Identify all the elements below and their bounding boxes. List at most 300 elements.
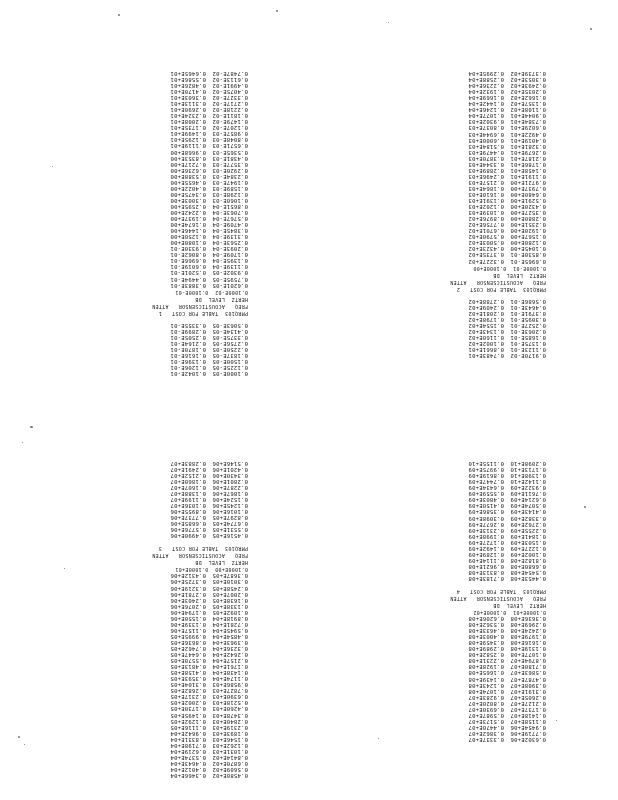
table-row [128, 520, 248, 526]
table-row [128, 264, 248, 270]
value-cell: 0.5003E+02 [468, 239, 504, 246]
table-row [426, 460, 546, 466]
value-cell: 0.4260E+03 [212, 705, 248, 712]
value-cell: 0.2920E-03 [212, 166, 248, 173]
value-cell: 0.2409E+02 [468, 303, 504, 310]
value-cell: 0.1727E+09 [468, 538, 504, 545]
scan-speck [64, 568, 65, 569]
value-cell: 0.2642E+04 [212, 651, 248, 658]
value-cell: 0.6685E+06 [170, 520, 206, 527]
table-row [128, 239, 248, 245]
value-cell: 0.5184E+03 [468, 142, 504, 149]
value-cell: 0.2690E+01 [170, 106, 206, 113]
scan-speck [18, 736, 20, 738]
value-cell: 0.1794E+06 [170, 608, 206, 615]
printout-block-4 [426, 460, 546, 742]
value-cell: 0.8037E+03 [468, 124, 504, 131]
value-cell: 0.2889E+03 [468, 166, 504, 173]
table-row [128, 712, 248, 718]
value-cell: 0.1002E+09 [510, 550, 546, 557]
value-cell: 0.3003E+00 [170, 197, 206, 204]
value-cell: 0.1798E+02 [468, 315, 504, 322]
table-row [128, 508, 248, 514]
table-row [426, 82, 546, 88]
value-cell: 0.4990E+06 [170, 532, 206, 539]
table-row [128, 106, 248, 112]
unit-heading: HERTZ LEVEL DB [493, 601, 546, 608]
table-row [426, 130, 546, 136]
table-row [426, 304, 546, 310]
value-cell: 0.1669E+04 [468, 94, 504, 101]
table-row [128, 137, 248, 143]
value-cell: 0.1495E+05 [170, 711, 206, 718]
table-row [128, 167, 248, 173]
value-cell: 0.1870E-01 [170, 345, 206, 352]
value-cell: 0.6870E+02 [212, 760, 248, 767]
table-row [128, 724, 248, 730]
value-cell: 0.1418E+07 [510, 711, 546, 718]
value-cell: 0.3883E-01 [170, 281, 206, 288]
table-row [128, 270, 248, 276]
value-cell: 0.2781E+06 [170, 590, 206, 597]
table-row [128, 233, 248, 239]
scan-speck [52, 166, 53, 167]
table-row [426, 143, 546, 149]
table-row [426, 185, 546, 191]
table-row [128, 700, 248, 706]
value-cell: 0.1036E+07 [170, 502, 206, 509]
value-cell: 0.1243E+08 [468, 681, 504, 688]
value-cell: 0.7281E+04 [212, 621, 248, 628]
value-cell: 0.4580E+02 [212, 772, 248, 779]
value-cell: 0.4012E+04 [170, 766, 206, 773]
value-cell: 0.4494E-01 [170, 275, 206, 282]
value-cell: 0.2505E-01 [170, 333, 206, 340]
table-row [128, 694, 248, 700]
value-cell: 0.2098E+10 [510, 460, 546, 467]
value-cell: 0.1123E-01 [510, 345, 546, 352]
value-cell: 0.2756E-05 [212, 339, 248, 346]
scan-speck [276, 10, 278, 12]
table-row [128, 149, 248, 155]
value-cell: 0.3459E+08 [468, 639, 504, 646]
value-cell: 0.6302E+06 [510, 735, 546, 742]
value-cell: 0.1031E+03 [212, 748, 248, 755]
value-cell: 0.3139E-04 [212, 233, 248, 240]
value-cell: 0.2384E-03 [212, 172, 248, 179]
table-row [128, 215, 248, 221]
table-row [128, 340, 248, 346]
value-cell: 0.6447E+05 [170, 651, 206, 658]
value-cell: 0.6680E+08 [510, 562, 546, 569]
scan-speck [378, 738, 379, 739]
data-rows [426, 70, 546, 264]
table-row [426, 575, 546, 581]
table-row [426, 551, 546, 557]
value-cell: 0.3327E-02 [212, 94, 248, 101]
value-cell: 0.6000E+03 [468, 136, 504, 143]
scan-speck [584, 506, 586, 508]
table-row [128, 597, 248, 603]
value-cell: 0.1114E+09 [468, 556, 504, 563]
value-cell: 0.3725E+06 [170, 578, 206, 585]
value-cell: 0.7217E+00 [170, 160, 206, 167]
value-cell: 0.7462E+05 [170, 645, 206, 652]
value-cell: 0.6236E+00 [170, 166, 206, 173]
value-cell: 0.1077E+04 [468, 112, 504, 119]
table-row [128, 112, 248, 118]
value-cell: 0.1074E+08 [468, 687, 504, 694]
value-cell: 0.3375E-05 [212, 333, 248, 340]
table-row [426, 669, 546, 675]
value-cell: 0.7595E-05 [212, 275, 248, 282]
value-cell: 0.5776E+06 [170, 526, 206, 533]
rows-before [426, 298, 546, 358]
value-cell: 0.2496E+03 [468, 172, 504, 179]
table-title: PMRQ103 TABLE FOR COST 4 [456, 587, 546, 594]
table-row [426, 70, 546, 76]
table-row [426, 502, 546, 508]
value-cell: 0.5074E+09 [510, 502, 546, 509]
value-cell: 0.1998E+09 [468, 532, 504, 539]
table-row [426, 203, 546, 209]
value-cell: 0.1737E+07 [510, 705, 546, 712]
value-cell: 0.8619E+09 [468, 472, 504, 479]
value-cell: 0.2076E+06 [170, 602, 206, 609]
value-cell: 0.1610E+03 [468, 190, 504, 197]
value-cell: 0.5559E+09 [468, 490, 504, 497]
unit-heading: HERTZ LEVEL DB [493, 271, 546, 278]
table-title: PMRQ103 TABLE FOR COST 3 [158, 545, 248, 552]
table-row [128, 573, 248, 579]
value-cell: 0.4643E+04 [170, 760, 206, 767]
value-cell: 0.7719E+06 [510, 729, 546, 736]
value-cell: 0.2582E+08 [468, 651, 504, 658]
table-row [426, 209, 546, 215]
value-cell: 0.5863E+07 [510, 669, 546, 676]
value-cell: 0.1295E+01 [170, 136, 206, 143]
value-cell: 0.2677E+09 [468, 520, 504, 527]
value-cell: 0.3845E-04 [212, 227, 248, 234]
table-row [128, 754, 248, 760]
column-heading: FREQ ACOUSTICSENSOR ATTEN [450, 278, 546, 285]
table-row [128, 514, 248, 520]
value-cell: 0.2403E+06 [170, 596, 206, 603]
value-cell: 0.7937E+00 [510, 184, 546, 191]
table-row [426, 527, 546, 533]
table-row [426, 227, 546, 233]
value-cell: 0.3355E-01 [170, 321, 206, 328]
value-cell: 0.1662E+02 [510, 94, 546, 101]
value-cell: 0.2063E-01 [510, 327, 546, 334]
value-cell: 0.2682E+05 [170, 687, 206, 694]
value-cell: 0.1438E+04 [212, 669, 248, 676]
value-cell: 0.4516E+05 [212, 532, 248, 539]
value-cell: 0.1225E-05 [212, 364, 248, 371]
value-cell: 0.1398E+10 [510, 472, 546, 479]
value-cell: 0.4453E+08 [510, 574, 546, 581]
table-row [128, 328, 248, 334]
value-cell: 0.2493E+02 [510, 82, 546, 89]
table-row [426, 346, 546, 352]
value-cell: 0.1730E+05 [170, 705, 206, 712]
value-cell: 0.4470E+07 [468, 723, 504, 730]
table-row [128, 591, 248, 597]
value-cell: 0.2801E+06 [212, 478, 248, 485]
value-cell: 0.6206E+08 [468, 614, 504, 621]
value-cell: 0.1786E+01 [510, 160, 546, 167]
value-cell: 0.1713E+10 [510, 466, 546, 473]
value-cell: 0.8651E-04 [212, 203, 248, 210]
table-row [128, 527, 248, 533]
table-row [426, 545, 546, 551]
value-cell: 0.7180E+07 [510, 663, 546, 670]
value-cell: 0.5531E+05 [212, 526, 248, 533]
value-cell: 0.4479E+03 [468, 148, 504, 155]
value-cell: 0.9302E-05 [212, 269, 248, 276]
value-cell: 0.3095E-01 [510, 315, 546, 322]
value-cell: 0.1616E+08 [510, 639, 546, 646]
table-row [128, 282, 248, 288]
table-row [128, 748, 248, 754]
value-cell: 0.1607E+07 [170, 484, 206, 491]
value-cell: 0.1158E+07 [510, 717, 546, 724]
value-cell: 0.2287E+06 [212, 484, 248, 491]
table-row [128, 352, 248, 358]
table-row [128, 478, 248, 484]
table-row [426, 694, 546, 700]
table-row [426, 197, 546, 203]
value-cell: 0.3219E+06 [170, 584, 206, 591]
value-cell: 0.4922E+01 [510, 130, 546, 137]
value-cell: 0.5365E-03 [212, 148, 248, 155]
value-cell: 0.1841E+09 [510, 532, 546, 539]
value-cell: 0.3593E+05 [170, 675, 206, 682]
value-cell: 0.2324E+01 [170, 112, 206, 119]
scan-speck [556, 720, 557, 721]
value-cell: 0.9454E+06 [510, 723, 546, 730]
value-cell: 0.2317E+05 [170, 693, 206, 700]
table-row [426, 100, 546, 106]
value-cell: 0.1391E+03 [468, 197, 504, 204]
value-cell: 0.1077E+08 [510, 651, 546, 658]
value-cell: 0.1616E-01 [170, 351, 206, 358]
value-cell: 0.5570E+05 [170, 657, 206, 664]
table-row [128, 490, 248, 496]
table-row [128, 322, 248, 328]
value-cell: 0.2007E+05 [212, 590, 248, 597]
table-row [426, 724, 546, 730]
table-row [426, 569, 546, 575]
table-row [426, 700, 546, 706]
table-row [128, 334, 248, 340]
table-row [128, 209, 248, 215]
printout-block-2 [426, 70, 546, 358]
value-cell: 0.2255E+09 [510, 526, 546, 533]
value-cell: 0.4787E+07 [510, 675, 546, 682]
table-row [426, 245, 546, 251]
value-cell: 0.8182E+08 [510, 556, 546, 563]
table-row [426, 663, 546, 669]
value-cell: 0.2218E-02 [212, 106, 248, 113]
value-cell: 0.4813E+05 [170, 663, 206, 670]
table-row [426, 233, 546, 239]
table-row [426, 645, 546, 651]
table-row [426, 657, 546, 663]
table-row [128, 221, 248, 227]
table-row [426, 508, 546, 514]
value-cell: 0.4201E+06 [212, 466, 248, 473]
value-cell: 0.8794E+07 [510, 657, 546, 664]
table-row [128, 185, 248, 191]
table-row [426, 316, 546, 322]
value-cell: 0.2458E+05 [212, 584, 248, 591]
value-cell: 0.1157E+06 [170, 627, 206, 634]
value-cell: 0.1139E-04 [212, 263, 248, 270]
table-row [128, 496, 248, 502]
table-row [426, 334, 546, 340]
table-row [128, 94, 248, 100]
table-row [128, 663, 248, 669]
table-row [128, 191, 248, 197]
value-cell: 0.1479E-02 [212, 118, 248, 125]
value-cell: 0.4075E-02 [212, 88, 248, 95]
range-line: 0.1000E+01 0.1000E+02 [473, 608, 546, 615]
value-cell: 0.3586E+09 [468, 508, 504, 515]
value-cell: 0.8353E+00 [170, 154, 206, 161]
value-cell: 0.9621E+08 [468, 562, 504, 569]
range-line: 0.1000E+00 0.1000E+01 [175, 566, 248, 573]
value-cell: 0.1174E+04 [212, 675, 248, 682]
column-heading: FREQ ACOUSTICSENSOR ATTEN [152, 302, 248, 309]
value-cell: 0.1092E+05 [212, 608, 248, 615]
table-row [426, 496, 546, 502]
table-row [128, 70, 248, 76]
value-cell: 0.2157E+04 [212, 657, 248, 664]
value-cell: 0.4312E+06 [170, 572, 206, 579]
value-cell: 0.4019E+01 [510, 136, 546, 143]
value-cell: 0.1002E+02 [468, 339, 504, 346]
value-cell: 0.1262E+03 [212, 741, 248, 748]
value-cell: 0.2127E+07 [510, 699, 546, 706]
table-row [128, 627, 248, 633]
value-cell: 0.1554E+02 [468, 321, 504, 328]
value-cell: 0.8020E+07 [468, 699, 504, 706]
value-cell: 0.7447E+09 [468, 478, 504, 485]
value-cell: 0.5454E+08 [510, 568, 546, 575]
value-cell: 0.1500E-05 [212, 358, 248, 365]
value-cell: 0.1811E-02 [212, 112, 248, 119]
value-cell: 0.6480E+00 [510, 190, 546, 197]
value-cell: 0.1928E+08 [468, 663, 504, 670]
value-cell: 0.3236E+04 [212, 645, 248, 652]
value-cell: 0.8297E+05 [212, 514, 248, 521]
value-cell: 0.2762E+09 [510, 520, 546, 527]
table-row [128, 579, 248, 585]
table-row [426, 149, 546, 155]
value-cell: 0.3862E+07 [468, 729, 504, 736]
value-cell: 0.5146E+06 [212, 460, 248, 467]
value-cell: 0.4170E+01 [170, 88, 206, 95]
value-cell: 0.1202E+03 [468, 203, 504, 210]
value-cell: 0.1589E-03 [212, 184, 248, 191]
value-cell: 0.1343E+02 [468, 327, 504, 334]
value-cell: 0.3344E+03 [468, 160, 504, 167]
value-cell: 0.6965E-01 [510, 257, 546, 264]
value-cell: 0.1735E+01 [170, 124, 206, 131]
value-cell: 0.1638E+05 [212, 596, 248, 603]
value-cell: 0.2081E+02 [468, 309, 504, 316]
value-cell: 0.5374E+04 [170, 754, 206, 761]
value-cell: 0.3963E+04 [212, 639, 248, 646]
value-cell: 0.1016E+06 [212, 508, 248, 515]
table-row [128, 484, 248, 490]
value-cell: 0.8331E+04 [170, 735, 206, 742]
table-row [426, 137, 546, 143]
table-row [426, 478, 546, 484]
table-row [426, 298, 546, 304]
data-rows [426, 615, 546, 742]
value-cell: 0.9302E+03 [468, 118, 504, 125]
value-cell: 0.1674E+00 [170, 221, 206, 228]
value-cell: 0.3870E+03 [468, 154, 504, 161]
value-cell: 0.1860E+07 [170, 478, 206, 485]
table-row [128, 466, 248, 472]
table-row [128, 227, 248, 233]
table-row [426, 639, 546, 645]
value-cell: 0.2883E+07 [170, 460, 206, 467]
value-cell: 0.3010E+05 [212, 578, 248, 585]
table-row [128, 364, 248, 370]
table-row [426, 627, 546, 633]
value-cell: 0.2313E+09 [468, 526, 504, 533]
table-row [128, 76, 248, 82]
value-cell: 0.5218E+03 [212, 699, 248, 706]
value-cell: 0.1396E-01 [170, 358, 206, 365]
value-cell: 0.1042E-01 [170, 370, 206, 377]
scan-speck [30, 426, 33, 428]
scan-speck [118, 14, 120, 16]
value-cell: 0.7756E+02 [468, 221, 504, 228]
value-cell: 0.8918E+04 [212, 614, 248, 621]
value-cell: 0.2242E+00 [170, 209, 206, 216]
table-row [128, 370, 248, 376]
rows-after [426, 460, 546, 581]
value-cell: 0.1227E+09 [510, 544, 546, 551]
scan-speck [24, 744, 25, 745]
table-row [128, 603, 248, 609]
value-cell: 0.1000E-05 [212, 370, 248, 377]
value-cell: 0.1546E+03 [212, 735, 248, 742]
table-row [128, 197, 248, 203]
table-row [128, 651, 248, 657]
value-cell: 0.4826E+01 [170, 82, 206, 89]
table-row [426, 94, 546, 100]
value-cell: 0.9586E+03 [212, 681, 248, 688]
table-row [128, 346, 248, 352]
table-row [128, 173, 248, 179]
table-row [128, 100, 248, 106]
value-cell: 0.1932E+04 [468, 88, 504, 95]
value-cell: 0.1837E-05 [212, 351, 248, 358]
value-cell: 0.6434E+09 [468, 484, 504, 491]
value-cell: 0.1937E+00 [170, 215, 206, 222]
table-row [128, 118, 248, 124]
scan-speck [388, 22, 389, 23]
value-cell: 0.1119E+01 [170, 142, 206, 149]
value-cell: 0.1685E-01 [510, 333, 546, 340]
value-cell: 0.8414E+02 [212, 754, 248, 761]
